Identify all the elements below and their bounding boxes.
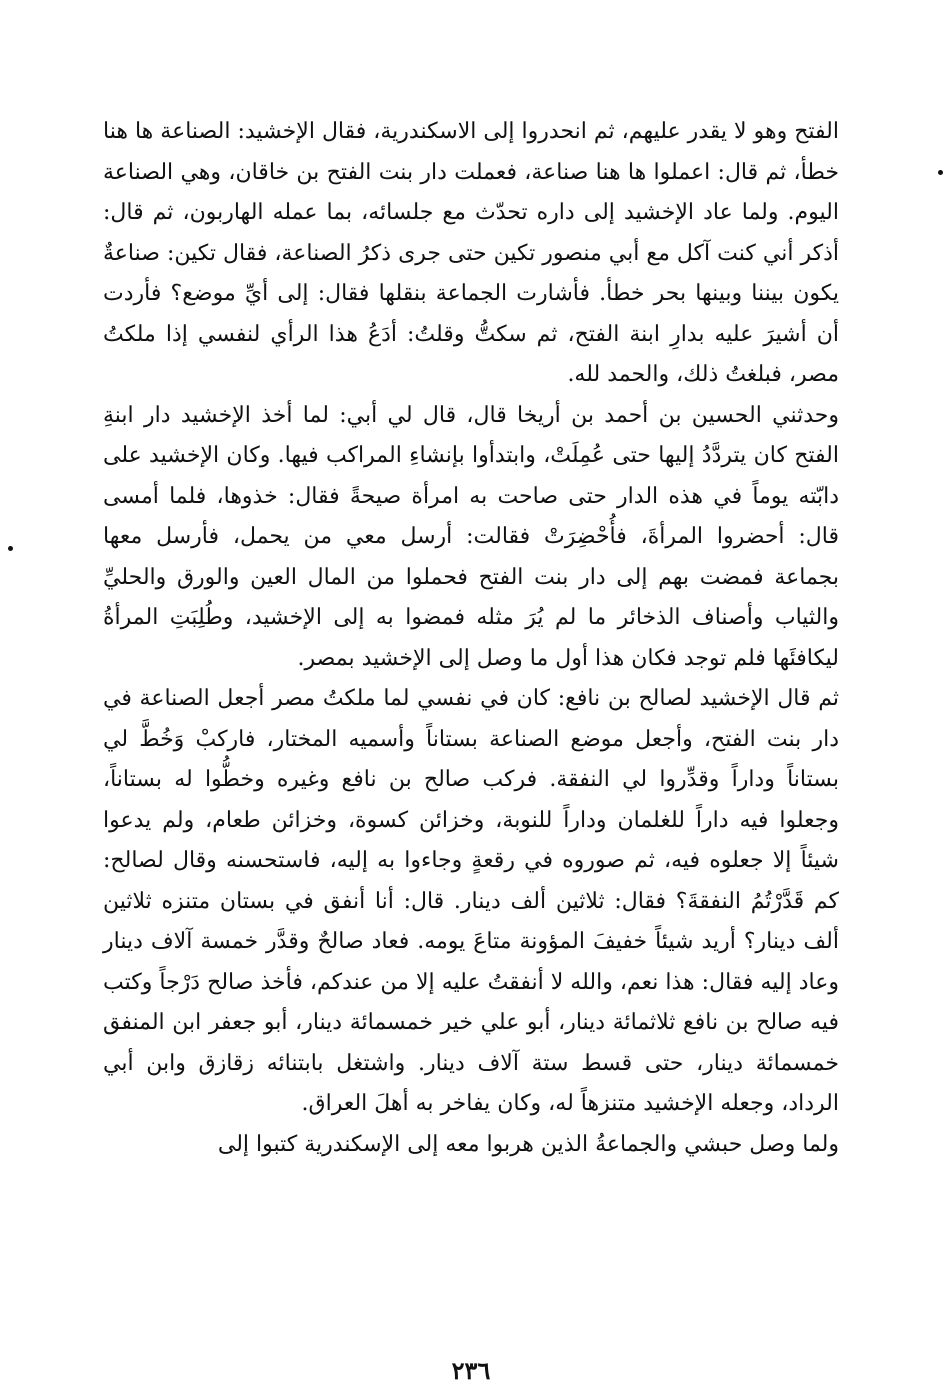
margin-mark: [8, 546, 13, 551]
margin-mark: [938, 170, 943, 175]
paragraph: ولما وصل حبشي والجماعةُ الذين هربوا معه إلى الإسكندرية كتبوا إلى: [217, 1131, 839, 1157]
paragraph: ثم قال الإخشيد لصالح بن نافع: كان في نفسي لما ملكتُ مصر أجعل الصناعة في دار بنت الفتح، وأجعل موضع الصناعة بستاناً وأسميه المختار، فاركبْ وَخُطَّ لي بستاناً وداراً وقدِّروا لي النفقة. فركب صالح بن نافع وغيره وخطُّوا له بستاناً، وجعلوا فيه داراً للغلمان وداراً للنوبة، وخزائن كسوة، وخزائن طعام، ولم يدعوا شيئاً إلا جعلوه فيه، ثم صوروه في رقعةٍ وجاءوا به إليه، فاستحسنه وقال لصالح: كم قَدَّرْتُمُ النفقةَ؟ فقال: ثلاثين ألف دينار. قال: أنا أنفق في بستان متنزه ثلاثين ألف دينار؟ أريد شيئاً خفيفَ المؤونة متاعَ يومه. فعاد صالحٌ وقدَّر خمسة آلاف دينار وعاد إليه فقال: هذا نعم، والله لا أنفقتُ عليه إلا من عندكم، فأخذ صالح دَرْجاً وكتب فيه صالح بن نافع ثلاثمائة دينار، أبو علي خير خمسمائة دينار، أبو جعفر ابن المنفق خمسمائة دينار، حتى قسط ستة آلاف دينار. واشتغل بابتنائه زقازق وابن أبي الرداد، وجعله الإخشيد متنزهاً له، وكان يفاخر به أهلَ العراق.: [103, 686, 839, 1116]
body-text: [103, 112, 839, 1165]
paragraph: الفتح وهو لا يقدر عليهم، ثم انحدروا إلى الاسكندرية، فقال الإخشيد: الصناعة ها هنا خطأ، ثم قال: اعملوا ها هنا صناعة، فعملت دار بنت الفتح بن خاقان، وهي الصناعة اليوم. ولما عاد الإخشيد إلى داره تحدّث مع جلسائه، بما عمله الهاربون، ثم قال: أذكر أني كنت آكل مع أبي منصور تكين حتى جرى ذكرُ الصناعة، فقال تكين: صناعةٌ يكون بيننا وبينها بحر خطأ. فأشارت الجماعة بنقلها فقال: إلى أيِّ موضع؟ فأردت أن أشيرَ عليه بدارِ ابنة الفتح، ثم سكتُّ وقلتُ: أدَعُ هذا الرأي لنفسي إذا ملكتُ مصر، فبلغتُ ذلك، والحمد لله.: [103, 119, 839, 387]
page-number: ٢٣٦: [451, 1356, 491, 1385]
book-page: [103, 112, 839, 1385]
paragraph: وحدثني الحسين بن أحمد بن أريخا قال، قال لي أبي: لما أخذ الإخشيد دار ابنةِ الفتح كان يتردَّدُ إليها حتى عُمِلَتْ، وابتدأوا بإنشاءِ المراكب فيها. وكان الإخشيد على دابّته يوماً في هذه الدار حتى صاحت به امرأة صيحةً فقال: خذوها، فلما أمسى قال: أحضروا المرأةَ، فأُحْضِرَتْ فقالت: أرسل معي من يحمل، فأرسل معها بجماعة فمضت بهم إلى دار بنت الفتح فحملوا من المال العين والورق والحليِّ والثياب وأصناف الذخائر ما لم يُرَ مثله فمضوا به إلى الإخشيد، وطُلِبَتِ المرأةُ ليكافئَها فلم توجد فكان هذا أول ما وصل إلى الإخشيد بمصر.: [103, 402, 839, 671]
